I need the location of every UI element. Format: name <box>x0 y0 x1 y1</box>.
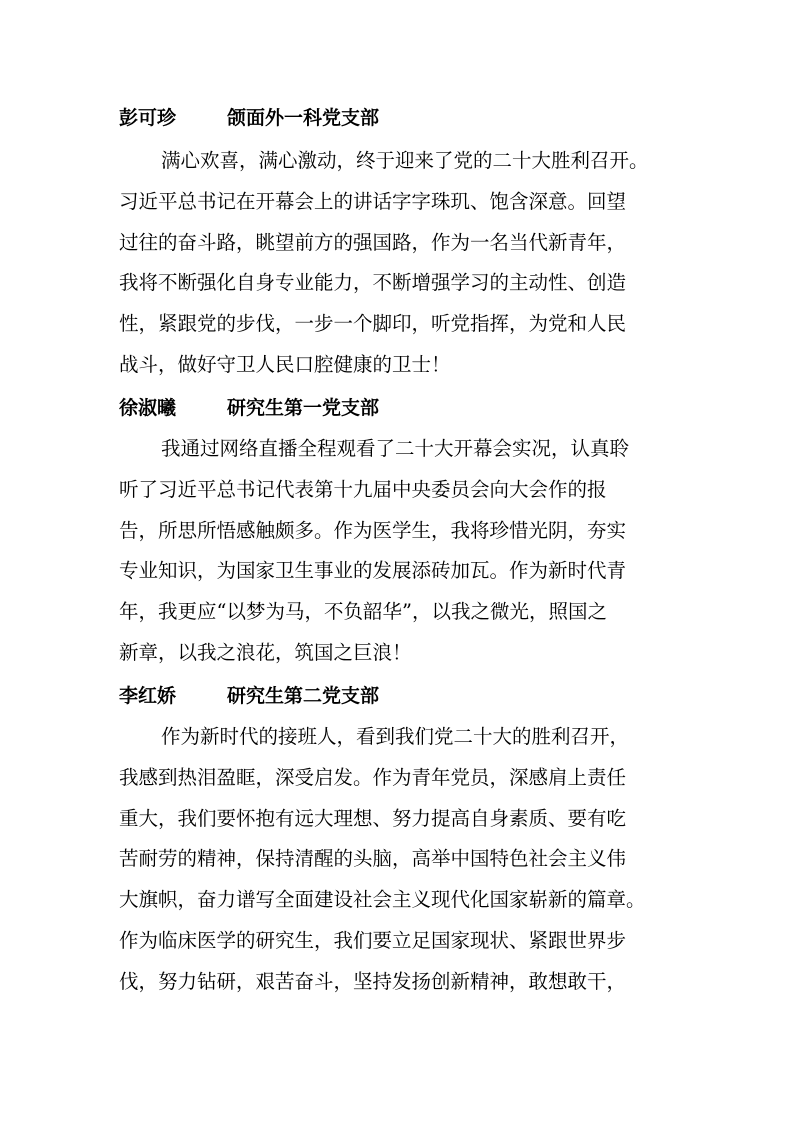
author-name: 李红娇 <box>119 685 177 707</box>
paragraph-line: 年，我更应“以梦为马，不负韶华”，以我之微光，照国之 <box>119 600 607 624</box>
paragraph-line: 伐，努力钻研，艰苦奋斗，坚持发扬创新精神，敢想敢干， <box>119 969 627 993</box>
entry-paragraph <box>119 141 679 386</box>
paragraph-line: 新章，以我之浪花，筑国之巨浪！ <box>119 640 412 664</box>
paragraph-line: 习近平总书记在开幕会上的讲话字字珠玑、饱含深意。回望 <box>119 189 627 213</box>
author-name: 彭可珍 <box>119 107 177 129</box>
entry-heading <box>119 395 379 421</box>
paragraph-line: 过往的奋斗路，眺望前方的强国路，作为一名当代新青年， <box>119 230 627 254</box>
paragraph-line: 作为新时代的接班人，看到我们党二十大的胜利召开， <box>161 725 630 748</box>
paragraph-line: 性，紧跟党的步伐，一步一个脚印，听党指挥，为党和人民 <box>119 312 627 336</box>
paragraph-line: 作为临床医学的研究生，我们要立足国家现状、紧跟世界步 <box>119 928 627 952</box>
paragraph-line: 大旗帜，奋力谱写全面建设社会主义现代化国家崭新的篇章。 <box>119 888 646 912</box>
paragraph-line: 满心欢喜，满心激动，终于迎来了党的二十大胜利召开。 <box>161 149 649 172</box>
party-branch: 研究生第一党支部 <box>227 397 380 419</box>
paragraph-line: 专业知识，为国家卫生事业的发展添砖加瓦。作为新时代青 <box>119 559 627 583</box>
paragraph-line: 战斗，做好守卫人民口腔健康的卫士！ <box>119 352 451 376</box>
paragraph-line: 听了习近平总书记代表第十九届中央委员会向大会作的报 <box>119 477 607 501</box>
paragraph-line: 苦耐劳的精神，保持清醒的头脑，高举中国特色社会主义伟 <box>119 847 627 871</box>
party-branch: 颌面外一科党支部 <box>227 107 380 129</box>
entry-paragraph <box>119 717 679 1003</box>
paragraph-line: 我将不断强化自身专业能力，不断增强学习的主动性、创造 <box>119 271 627 295</box>
paragraph-line: 我通过网络直播全程观看了二十大开幕会实况，认真聆 <box>161 437 630 460</box>
author-name: 徐淑曦 <box>119 397 177 419</box>
paragraph-line: 重大，我们要怀抱有远大理想、努力提高自身素质、要有吃 <box>119 806 627 830</box>
entry-paragraph <box>119 429 679 674</box>
paragraph-line: 我感到热泪盈眶，深受启发。作为青年党员，深感肩上责任 <box>119 765 627 789</box>
party-branch: 研究生第二党支部 <box>227 685 380 707</box>
entry-heading <box>119 105 379 131</box>
entry-heading <box>119 683 379 709</box>
paragraph-line: 告，所思所悟感触颇多。作为医学生，我将珍惜光阴，夯实 <box>119 518 627 542</box>
